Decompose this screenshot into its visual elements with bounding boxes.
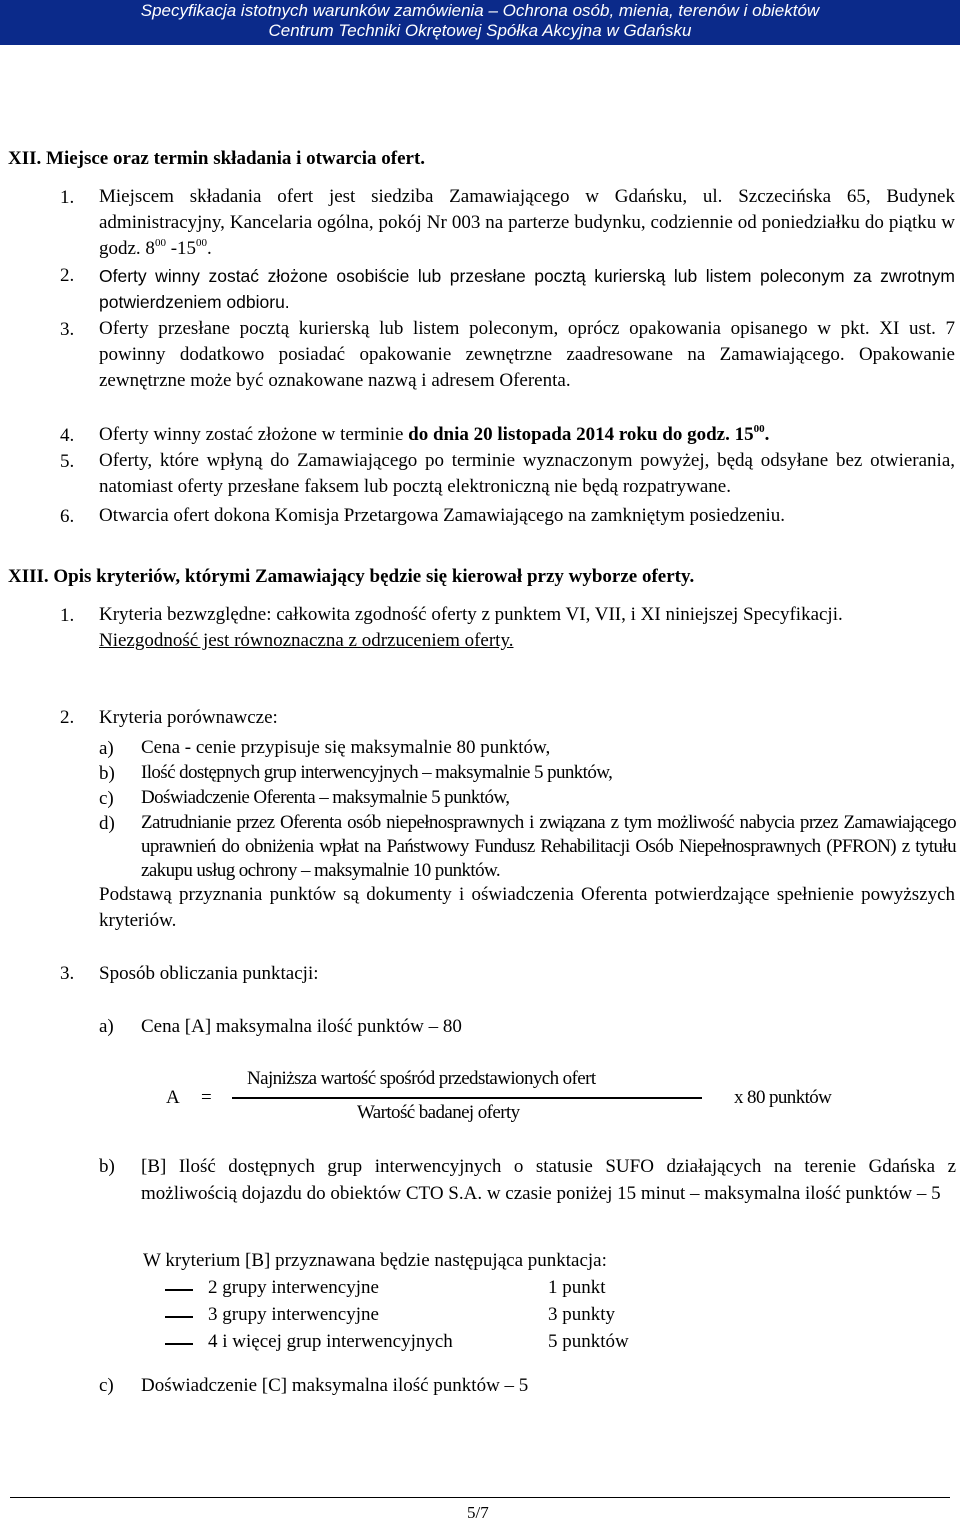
criterion-c: Doświadczenie Oferenta – maksymalnie 5 punktów,: [141, 787, 510, 808]
header-line-2: Centrum Techniki Okrętowej Spółka Akcyjna w Gdańsku: [268, 21, 692, 40]
section-12-item-4: Oferty winny zostać złożone w terminie do dnia 20 listopada 2014 roku do godz. $15^{00}$.: [99, 423, 770, 445]
section-12-title: XII. Miejsce oraz termin składania i otwarcia ofert.: [8, 148, 426, 169]
criterion-a: Cena - cenie przypisuje się maksymalnie 80 punktów,: [141, 737, 551, 758]
item-number: 1.: [60, 605, 75, 626]
fraction-bar: [232, 1097, 702, 1099]
criterion-b: Ilość dostępnych grup interwencyjnych – maksymalnie 5 punktów,: [141, 762, 613, 783]
list-letter: b): [99, 1156, 115, 1177]
footer-rule: [10, 1497, 950, 1498]
page-number: 5/7: [467, 1503, 489, 1522]
scoring-label: 2 grupy interwencyjne: [208, 1277, 379, 1298]
document-header: [0, 0, 960, 45]
price-criterion: Cena [A] maksymalna ilość punktów – 80: [141, 1016, 462, 1037]
section-12-item-1: Miejscem składania ofert jest siedziba Zamawiającego w Gdańsku, ul. Szczecińska 65, Budynek administracyjny, Kancelaria ogólna, pokój Nr 003 na parterze budynku, codziennie od poniedziałku do piątku w godz. $8^{00}$ $-15^{00}$.: [99, 186, 955, 259]
groups-criterion: [B] Ilość dostępnych grup interwencyjnych o statusie SUFO działających na terenie Gdańska z możliwością dojazdu do obiektów CTO S.A. w czasie poniżej 15 minut – maksymalna ilość punktów – 5: [141, 1156, 956, 1204]
list-letter: c): [99, 788, 114, 809]
list-letter: b): [99, 763, 115, 784]
item-number: 2.: [60, 707, 75, 728]
dash-bullet: [165, 1316, 193, 1318]
criterion-d: Zatrudnianie przez Oferenta osób niepełnosprawnych i związana z tym możliwość nabycia przez Zamawiającego uprawnień do obniżenia wpłat na Państwowy Fundusz Rehabilitacji Osób Niepełnosprawnych (PFRON) z tytułu zakupu usług ochrony – maksymalnie 10 punktów.: [141, 812, 956, 881]
item-number: 5.: [60, 451, 75, 472]
list-letter: c): [99, 1375, 114, 1396]
dash-bullet: [165, 1343, 193, 1345]
criteria-absolute-text: Kryteria bezwzględne: całkowita zgodność oferty z punktem VI, VII, i XI niniejszej Specyfikacji.: [99, 604, 843, 625]
list-letter: d): [99, 813, 115, 834]
experience-criterion: Doświadczenie [C] maksymalna ilość punktów – 5: [141, 1375, 529, 1396]
scoring-label: 4 i więcej grup interwencyjnych: [208, 1331, 453, 1352]
criteria-summary: Podstawą przyznania punktów są dokumenty i oświadczenia Oferenta potwierdzające spełnienie powyższych kryteriów.: [99, 884, 955, 931]
criteria-absolute: [99, 602, 955, 654]
criteria-absolute-note: Niezgodność jest równoznaczna z odrzuceniem oferty.: [99, 630, 514, 651]
item-number: 3.: [60, 963, 75, 984]
item-number: 3.: [60, 319, 75, 340]
header-line-1: Specyfikacja istotnych warunków zamówienia – Ochrona osób, mienia, terenów i obiektów: [140, 1, 820, 20]
formula-equals: =: [201, 1087, 212, 1108]
formula-multiplier: x 80 punktów: [734, 1087, 832, 1108]
section-12-item-6: Otwarcia ofert dokona Komisja Przetargowa Zamawiającego na zamkniętym posiedzeniu.: [99, 505, 786, 526]
scoring-label: 3 grupy interwencyjne: [208, 1304, 379, 1325]
criteria-comparative-heading: Kryteria porównawcze:: [99, 707, 278, 728]
item-number: 4.: [60, 425, 75, 446]
section-12-item-2: Oferty winny zostać złożone osobiście lub przesłane pocztą kurierską lub listem poleconym za zwrotnym potwierdzeniem odbioru.: [99, 266, 955, 312]
item-number: 6.: [60, 506, 75, 527]
formula-lhs: A: [166, 1087, 180, 1108]
scoring-points: 1 punkt: [548, 1277, 606, 1298]
formula-numerator: Najniższa wartość spośród przedstawionych ofert: [247, 1068, 596, 1089]
item-number: 1.: [60, 187, 75, 208]
scoring-points: 3 punkty: [548, 1304, 616, 1325]
scoring-intro: W kryterium [B] przyznawana będzie następująca punktacja:: [143, 1250, 607, 1271]
list-letter: a): [99, 738, 114, 759]
section-12-item-5: Oferty, które wpłyną do Zamawiającego po terminie wyznaczonym powyżej, będą odsyłane bez otwierania, natomiast oferty przesłane faksem lub pocztą elektroniczną nie będą rozpatrywane.: [99, 450, 955, 497]
scoring-points: 5 punktów: [548, 1331, 629, 1352]
scoring-heading: Sposób obliczania punktacji:: [99, 963, 319, 984]
formula-denominator: Wartość badanej oferty: [357, 1102, 520, 1123]
section-13-title: XIII. Opis kryteriów, którymi Zamawiający będzie się kierował przy wyborze oferty.: [8, 566, 695, 587]
list-letter: a): [99, 1016, 114, 1037]
section-12-item-3: Oferty przesłane pocztą kurierską lub listem poleconym, oprócz opakowania opisanego w pkt. XI ust. 7 powinny dodatkowo posiadać opakowanie zewnętrzne zaadresowane na Zamawiającego. Opakowanie zewnętrzne może być oznakowane nazwą i adresem Oferenta.: [99, 318, 955, 391]
dash-bullet: [165, 1289, 193, 1291]
item-number: 2.: [60, 265, 75, 286]
